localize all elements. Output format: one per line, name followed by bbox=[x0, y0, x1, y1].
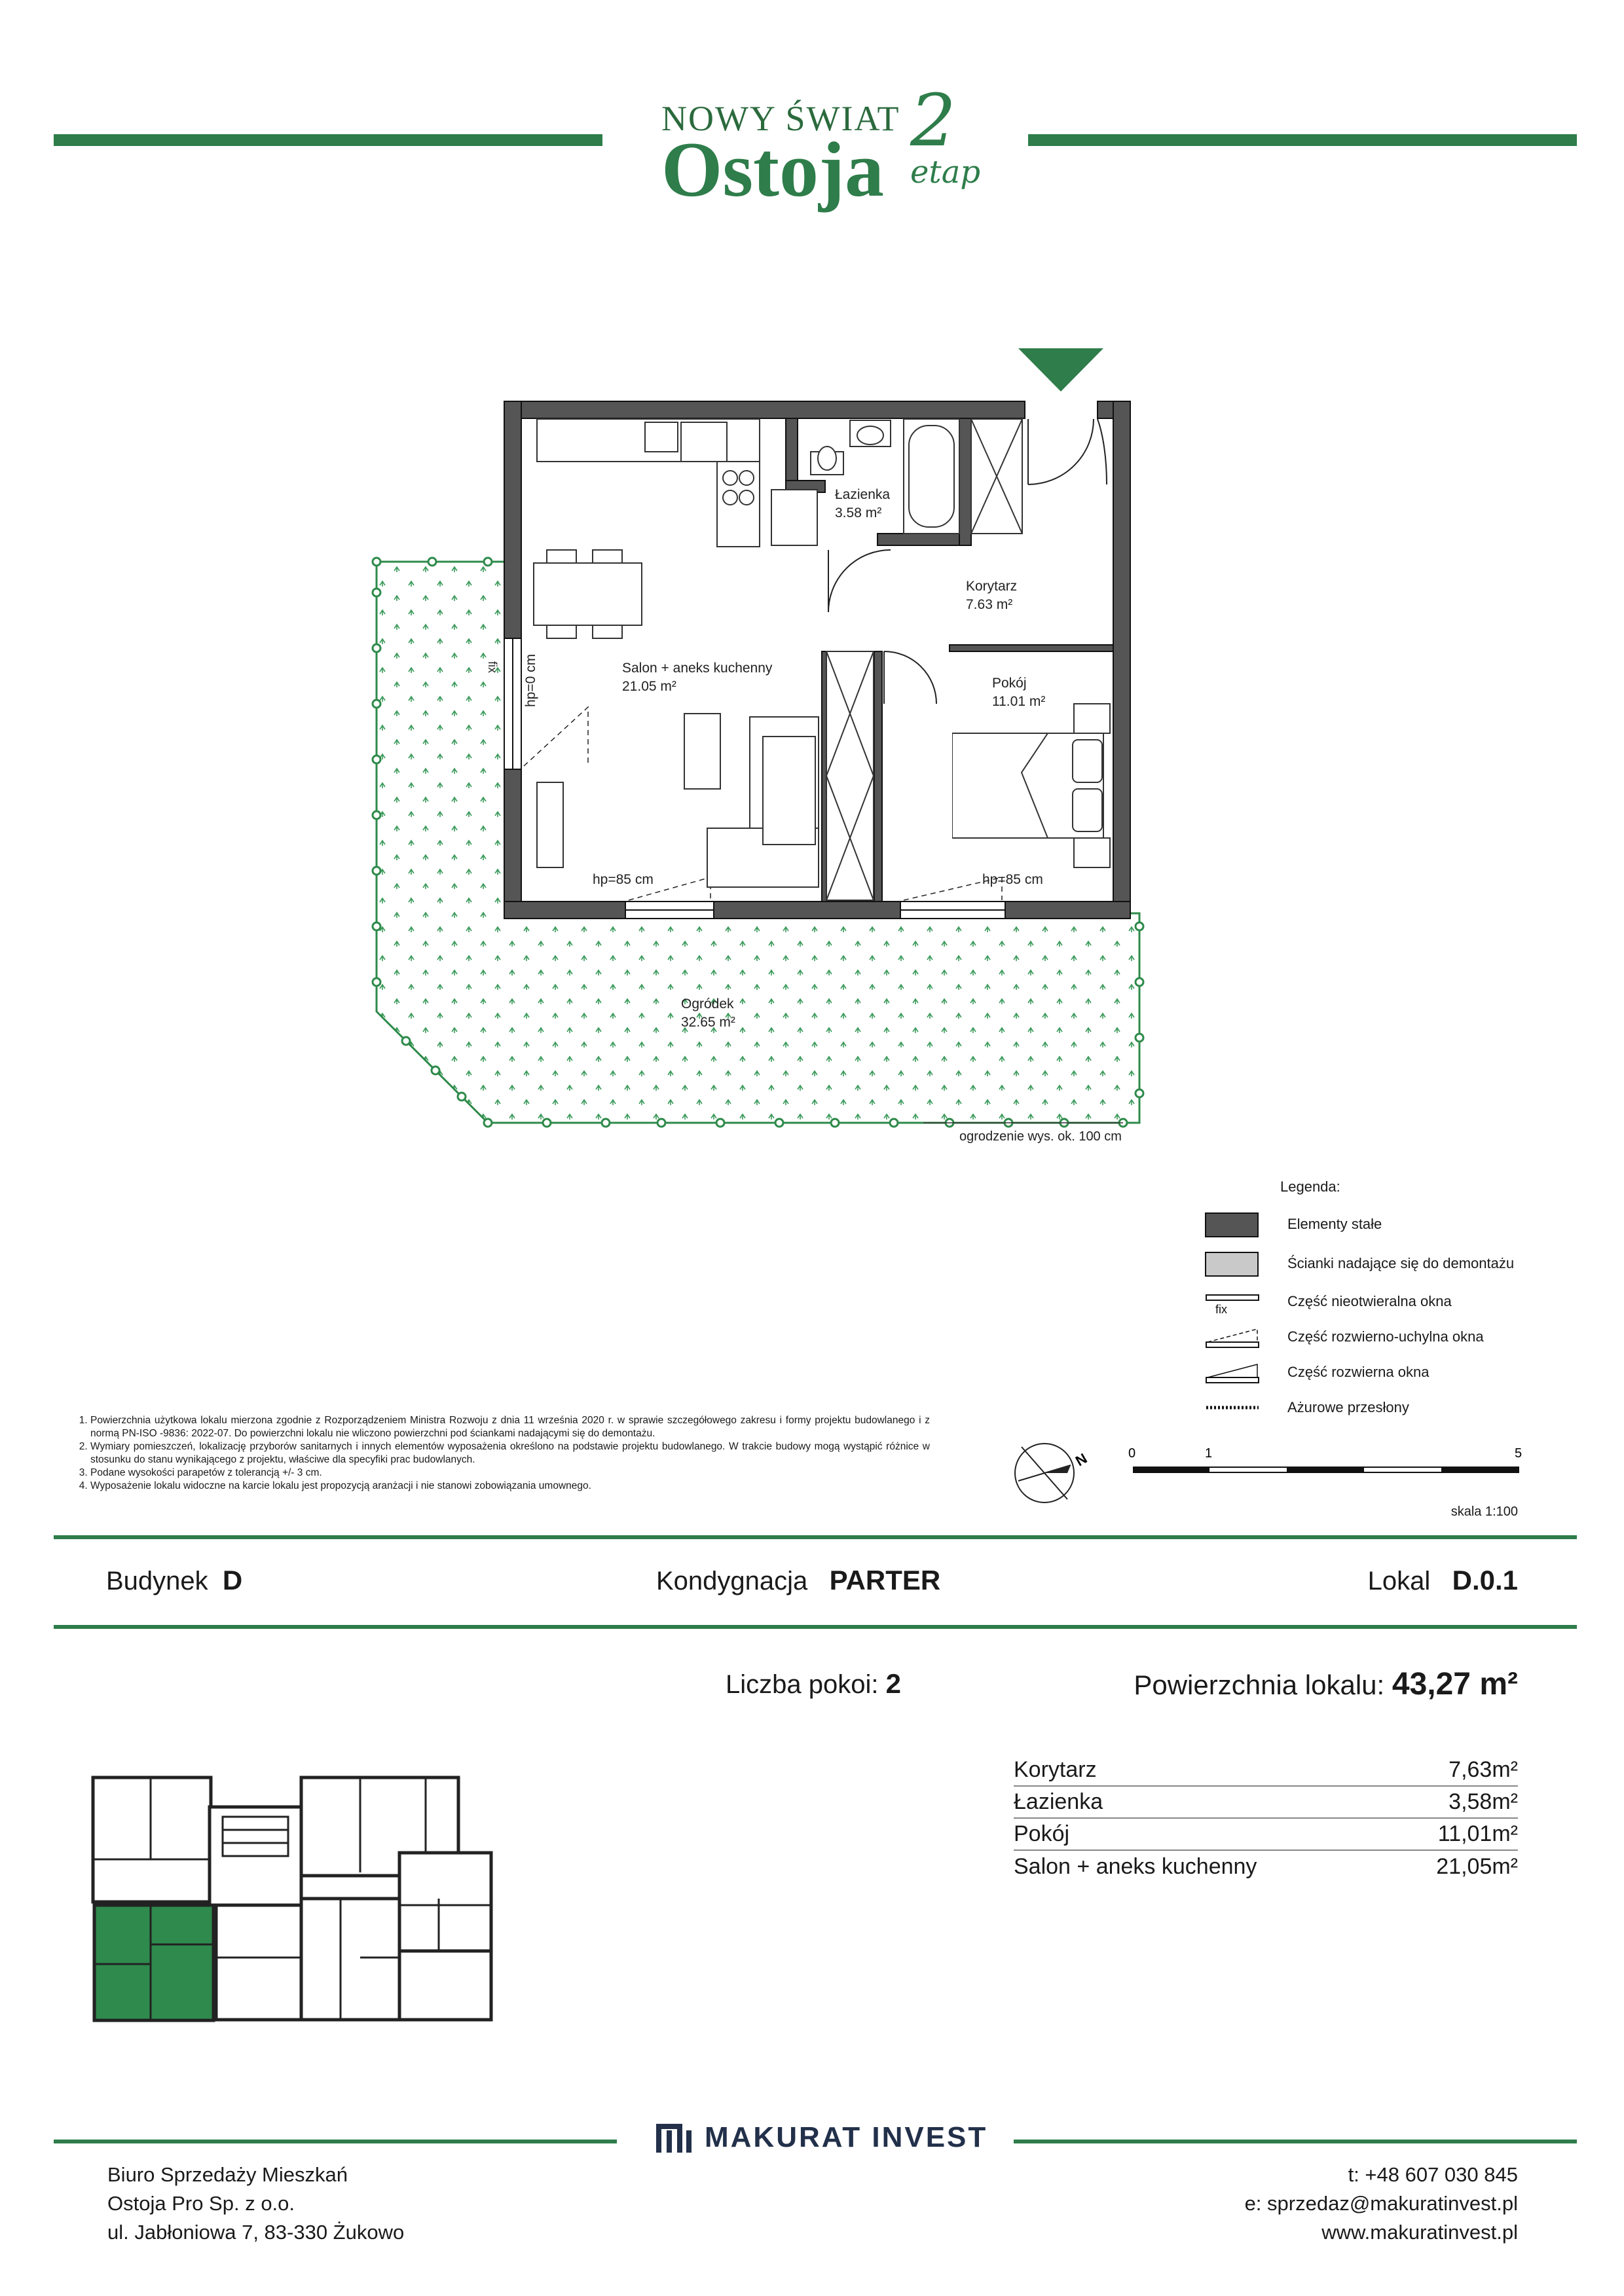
tilt-window-icon bbox=[1205, 1322, 1260, 1351]
highlighted-unit bbox=[94, 1905, 213, 2020]
legend-label: Część nieotwieralna okna bbox=[1287, 1293, 1452, 1309]
room-label-bedroom bbox=[992, 674, 1045, 711]
table-row bbox=[1014, 1851, 1518, 1883]
room-name: Łazienka bbox=[1014, 1789, 1103, 1814]
sill-height-side: hp=0 cm bbox=[523, 653, 538, 707]
unit-info bbox=[1368, 1565, 1518, 1596]
info-rule-bottom bbox=[54, 1625, 1577, 1629]
room-name: Korytarz bbox=[1014, 1757, 1097, 1782]
room-label-corridor bbox=[966, 577, 1017, 614]
living-name: Salon + aneks kuchenny bbox=[622, 661, 773, 676]
scale-label: skala 1:100 bbox=[1450, 1504, 1518, 1519]
bathroom-name: Łazienka bbox=[835, 487, 891, 502]
address-line: ul. Jabłoniowa 7, 83-330 Żukowo bbox=[107, 2221, 405, 2244]
legend-title: Legenda: bbox=[1280, 1178, 1340, 1195]
fix-label: fix bbox=[486, 661, 499, 673]
building-info bbox=[106, 1565, 242, 1596]
note-item: 1. Powierzchnia użytkowa lokalu mierzona zgodnie z Rozporządzeniem Ministra Rozwoju z dnia 11 września 2020 r. w sprawie szczegółowego zakresu i formy projektu budowlanego i z normą PN-ISO -9836: 2022-07. Do powierzchni lokalu nie wliczono powierzchni pod ściankami nadającymi się do demontażu. bbox=[90, 1414, 930, 1440]
room-label-garden bbox=[681, 995, 735, 1032]
room-label-living bbox=[622, 659, 772, 696]
garden-area: 32.65 m² bbox=[681, 1015, 735, 1030]
building-label: Budynek bbox=[106, 1567, 208, 1595]
table-row bbox=[1014, 1819, 1518, 1851]
unit-value: D.0.1 bbox=[1452, 1565, 1518, 1595]
room-name: Pokój bbox=[1014, 1821, 1070, 1846]
living-furniture bbox=[537, 714, 819, 887]
kitchen-furniture bbox=[537, 419, 817, 547]
rooms-count-label: Liczba pokoi: bbox=[726, 1670, 879, 1699]
website[interactable]: www.makuratinvest.pl bbox=[1321, 2221, 1518, 2244]
scale-tick-1: 1 bbox=[1205, 1446, 1213, 1461]
company-name: MAKURAT INVEST bbox=[705, 2121, 988, 2153]
scale-bar bbox=[1128, 1446, 1522, 1473]
floor-info bbox=[656, 1565, 940, 1596]
swing-window-icon bbox=[1205, 1358, 1260, 1387]
room-area: 3,58m² bbox=[1449, 1789, 1518, 1814]
legend-item-fixed bbox=[1205, 1210, 1382, 1239]
corridor-name: Korytarz bbox=[966, 579, 1018, 594]
brand-top-text: NOWY ŚWIAT bbox=[661, 99, 900, 138]
fixed-swatch bbox=[1205, 1210, 1260, 1239]
legend-label: Ażurowe przesłony bbox=[1287, 1399, 1409, 1415]
email[interactable]: e: sprzedaz@makuratinvest.pl bbox=[1244, 2192, 1518, 2215]
building-value: D bbox=[222, 1565, 243, 1595]
scale-tick-5: 5 bbox=[1515, 1446, 1522, 1461]
room-area: 11,01m² bbox=[1437, 1821, 1518, 1846]
legend-label: Część rozwierno-uchylna okna bbox=[1287, 1328, 1484, 1345]
footer-rule-right bbox=[1014, 2140, 1577, 2143]
contact-info bbox=[1245, 2160, 1518, 2247]
note-item: 4. Wyposażenie lokalu widoczne na karcie lokalu jest propozycją aranżacji i nie stanowi zobowiązania umownego. bbox=[90, 1480, 930, 1493]
scale-tick-0: 0 bbox=[1128, 1446, 1136, 1461]
unit-area-label: Powierzchnia lokalu: bbox=[1134, 1669, 1385, 1700]
unit-area-value: 43,27 m² bbox=[1392, 1667, 1518, 1702]
legend-label: Część rozwierna okna bbox=[1287, 1364, 1430, 1380]
entrance-arrow bbox=[1018, 348, 1103, 392]
stage-number: 2 bbox=[910, 79, 956, 162]
compass-icon bbox=[1015, 1444, 1090, 1503]
company-brand bbox=[655, 2121, 987, 2154]
note-item: 3. Podane wysokości parapetów z tolerancją +/- 3 cm. bbox=[90, 1467, 930, 1480]
legend-label: Ścianki nadające się do demontażu bbox=[1287, 1255, 1515, 1271]
screens-icon bbox=[1205, 1393, 1260, 1422]
rooms-count bbox=[726, 1668, 901, 1700]
bedroom-name: Pokój bbox=[992, 676, 1027, 691]
sill-height-left: hp=85 cm bbox=[593, 872, 654, 887]
legend-item-screens bbox=[1205, 1393, 1409, 1422]
room-area: 7,63m² bbox=[1449, 1757, 1518, 1782]
fence-note: ogrodzenie wys. ok. 100 cm bbox=[959, 1129, 1122, 1144]
corridor-area: 7.63 m² bbox=[966, 597, 1013, 612]
fix-window-icon bbox=[1205, 1287, 1260, 1316]
bed bbox=[953, 704, 1110, 867]
bedroom-area: 11.01 m² bbox=[992, 694, 1046, 709]
removable-swatch bbox=[1205, 1249, 1260, 1278]
north-label: N bbox=[1073, 1449, 1090, 1470]
legend-item-tilt-window bbox=[1205, 1322, 1484, 1351]
phone[interactable]: t: +48 607 030 845 bbox=[1348, 2163, 1518, 2186]
footer-rule-left bbox=[54, 2140, 617, 2143]
table-row bbox=[1014, 1787, 1518, 1819]
key-plan bbox=[85, 1768, 504, 2030]
floor-label: Kondygnacja bbox=[656, 1567, 808, 1595]
floor-value: PARTER bbox=[829, 1565, 941, 1595]
living-area: 21.05 m² bbox=[622, 679, 676, 694]
unit-area bbox=[1134, 1666, 1518, 1702]
unit-label: Lokal bbox=[1367, 1567, 1431, 1595]
room-label-bathroom bbox=[835, 486, 890, 522]
address-line: Ostoja Pro Sp. z o.o. bbox=[107, 2192, 295, 2215]
wardrobe bbox=[826, 651, 874, 900]
room-areas-table bbox=[1014, 1755, 1518, 1883]
stage-word: etap bbox=[910, 154, 981, 191]
bathroom-area: 3.58 m² bbox=[835, 505, 882, 520]
legend-item-removable bbox=[1205, 1249, 1514, 1278]
address-line: Biuro Sprzedaży Mieszkań bbox=[107, 2163, 348, 2186]
rooms-count-value: 2 bbox=[885, 1668, 901, 1699]
fix-symbol-text: fix bbox=[1215, 1303, 1227, 1316]
company-logo-icon bbox=[655, 2121, 694, 2154]
legend-item-swing-window bbox=[1205, 1358, 1429, 1387]
legend-label: Elementy stałe bbox=[1287, 1216, 1382, 1232]
legend-item-fix-window bbox=[1205, 1287, 1452, 1316]
sales-office-address bbox=[107, 2160, 404, 2247]
sill-height-right: hp=85 cm bbox=[982, 872, 1043, 887]
garden-name: Ogródek bbox=[681, 996, 734, 1011]
room-name: Salon + aneks kuchenny bbox=[1014, 1854, 1257, 1879]
brand-main-text: Ostoja bbox=[661, 126, 884, 213]
room-area: 21,05m² bbox=[1436, 1854, 1518, 1879]
note-item: 2. Wymiary pomieszczeń, lokalizację przyborów sanitarnych i innych elementów wyposażenia określono na podstawie projektu budowlanego. W trakcie budowy mogą wystąpić różnice w stosunku do stanu wynikającego z projektu, właściwe dla specyfiki prac budowlanych. bbox=[90, 1440, 930, 1467]
dining-set bbox=[534, 550, 642, 638]
notes bbox=[72, 1414, 930, 1493]
table-row bbox=[1014, 1755, 1518, 1787]
info-rule-top bbox=[54, 1535, 1577, 1539]
